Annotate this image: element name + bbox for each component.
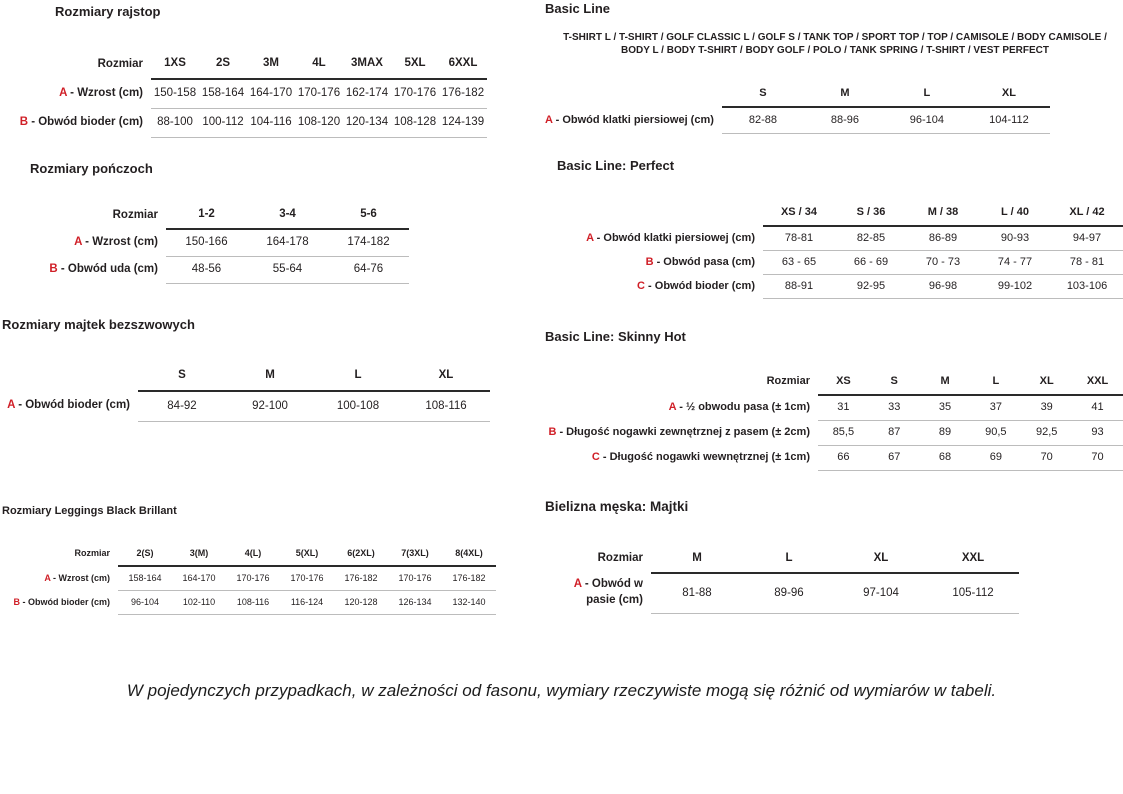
column-header: XL [835,545,927,573]
value-cell: 162-174 [343,79,391,108]
row-label: B - Obwód bioder (cm) [13,596,110,607]
value-cell: 176-182 [439,79,487,108]
value-cell: 87 [869,420,920,445]
value-cell: 96-104 [886,107,968,133]
row-label: A - ½ obwodu pasa (± 1cm) [668,401,810,414]
table-row [0,108,487,137]
majtek-table [2,362,490,422]
row-letter: C [637,279,645,292]
row-label: C - Obwód bioder (cm) [637,279,755,292]
column-header: L [743,545,835,573]
size-table-majtek-bezszwowe [2,362,490,422]
corner-label: Rozmiar [766,375,810,388]
value-cell: 170-176 [295,79,343,108]
column-header: L [886,80,968,107]
rajstop-table [0,50,487,138]
header-row [545,545,1019,573]
table-row [547,395,1123,420]
value-cell: 158-164 [199,79,247,108]
value-cell: 35 [920,395,971,420]
row-letter: B [645,255,654,268]
row-letter: A [7,399,15,412]
value-cell: 170-176 [226,566,280,590]
column-header: M [920,368,971,395]
value-cell: 104-112 [968,107,1050,133]
table-row [0,79,487,108]
value-cell: 64-76 [328,256,409,283]
section-title-bielizna-meska-majtki: Bielizna męska: Majtki [545,499,689,514]
row-label: A - Wzrost (cm) [44,572,110,583]
table-row [3,566,496,590]
column-header: M [804,80,886,107]
row-letter: B [548,426,557,439]
row-letter: A [545,113,553,126]
value-cell: 103-106 [1051,274,1123,298]
row-letter: A [74,235,82,248]
column-header: S / 36 [835,199,907,226]
column-header: XXL [1072,368,1123,395]
column-header: XS [818,368,869,395]
skinny-table [547,368,1123,471]
row-letter: C [591,451,600,464]
corner-label: Rozmiar [97,57,143,70]
value-cell: 164-170 [247,79,295,108]
value-cell: 150-158 [151,79,199,108]
ponczoch-table [35,202,409,284]
row-letter: B [19,115,28,128]
value-cell: 102-110 [172,590,226,614]
row-label: A - Wzrost (cm) [59,86,143,99]
header-row [545,80,1050,107]
column-header: XL [968,80,1050,107]
row-label: A - Obwód klatki piersiowej (cm) [545,113,714,126]
value-cell: 105-112 [927,573,1019,613]
table-row [582,226,1123,250]
value-cell: 90-93 [979,226,1051,250]
value-cell: 74 - 77 [979,250,1051,274]
header-row [582,199,1123,226]
row-letter: A [668,401,677,414]
row-label: B - Obwód pasa (cm) [645,255,755,268]
column-header: 6(2XL) [334,541,388,566]
row-label: A - Obwód bioder (cm) [7,399,130,412]
section-title-ponczoch: Rozmiary pończoch [30,161,153,176]
value-cell: 82-88 [722,107,804,133]
table-row [35,229,409,256]
column-header: 2(S) [118,541,172,566]
row-letter: A [59,86,67,99]
value-cell: 150-166 [166,229,247,256]
header-row [0,50,487,79]
column-header: M [651,545,743,573]
section-title-basic-line-skinny-hot: Basic Line: Skinny Hot [545,329,686,344]
value-cell: 39 [1021,395,1072,420]
value-cell: 104-116 [247,108,295,137]
row-letter: B [13,596,20,607]
value-cell: 164-170 [172,566,226,590]
table-row [582,274,1123,298]
value-cell: 96-98 [907,274,979,298]
value-cell: 66 [818,445,869,470]
section-title-basic-line-perfect: Basic Line: Perfect [557,158,675,173]
value-cell: 176-182 [334,566,388,590]
table-row [545,107,1050,133]
value-cell: 89-96 [743,573,835,613]
column-header: 4L [295,50,343,79]
column-header: S [722,80,804,107]
value-cell: 124-139 [439,108,487,137]
column-header: XL [1021,368,1072,395]
column-header: 6XXL [439,50,487,79]
basic_line-table [545,80,1050,134]
header-row [2,362,490,391]
column-header: 5-6 [328,202,409,229]
value-cell: 92-95 [835,274,907,298]
value-cell: 37 [970,395,1021,420]
table-row [35,256,409,283]
column-header: 1-2 [166,202,247,229]
value-cell: 174-182 [328,229,409,256]
perfect-table [582,199,1123,299]
row-label: B - Obwód bioder (cm) [19,115,143,128]
value-cell: 100-112 [199,108,247,137]
column-header: 5(XL) [280,541,334,566]
column-header: 3MAX [343,50,391,79]
value-cell: 81-88 [651,573,743,613]
value-cell: 70 [1021,445,1072,470]
value-cell: 69 [970,445,1021,470]
column-header: L [314,362,402,391]
section-title-leggings: Rozmiary Leggings Black Brillant [2,505,177,517]
row-label: A - Obwód klatki piersiowej (cm) [586,231,755,244]
value-cell: 78-81 [763,226,835,250]
column-header: 8(4XL) [442,541,496,566]
value-cell: 170-176 [391,79,439,108]
value-cell: 108-116 [402,391,490,421]
value-cell: 94-97 [1051,226,1123,250]
value-cell: 70 - 73 [907,250,979,274]
section-title-basic-line: Basic Line [545,1,611,16]
row-letter: A [44,572,51,583]
column-header: XXL [927,545,1019,573]
value-cell: 97-104 [835,573,927,613]
value-cell: 85,5 [818,420,869,445]
row-label: A - Obwód w pasie (cm) [573,578,643,606]
value-cell: 78 - 81 [1051,250,1123,274]
column-header: 4(L) [226,541,280,566]
size-table-basic-line-perfect [582,199,1123,299]
value-cell: 66 - 69 [835,250,907,274]
value-cell: 170-176 [388,566,442,590]
value-cell: 88-96 [804,107,886,133]
header-row [547,368,1123,395]
value-cell: 99-102 [979,274,1051,298]
column-header: 5XL [391,50,439,79]
value-cell: 170-176 [280,566,334,590]
column-header: 2S [199,50,247,79]
row-letter: A [573,578,582,591]
value-cell: 92,5 [1021,420,1072,445]
value-cell: 176-182 [442,566,496,590]
value-cell: 116-124 [280,590,334,614]
column-header: 3(M) [172,541,226,566]
table-row [547,420,1123,445]
column-header: XL [402,362,490,391]
value-cell: 82-85 [835,226,907,250]
value-cell: 126-134 [388,590,442,614]
row-label: A - Wzrost (cm) [74,235,158,248]
value-cell: 31 [818,395,869,420]
value-cell: 120-134 [343,108,391,137]
value-cell: 41 [1072,395,1123,420]
size-table-basic-line [545,80,1050,134]
value-cell: 48-56 [166,256,247,283]
value-cell: 68 [920,445,971,470]
value-cell: 164-178 [247,229,328,256]
row-label: B - Obwód uda (cm) [49,262,158,275]
section-title-rajstop: Rozmiary rajstop [55,4,161,19]
value-cell: 158-164 [118,566,172,590]
value-cell: 86-89 [907,226,979,250]
value-cell: 88-100 [151,108,199,137]
row-label: B - Długość nogawki zewnętrznej z pasem (± 2cm) [548,426,810,439]
header-row [35,202,409,229]
value-cell: 100-108 [314,391,402,421]
table-row [2,391,490,421]
value-cell: 108-128 [391,108,439,137]
value-cell: 93 [1072,420,1123,445]
value-cell: 88-91 [763,274,835,298]
majtki-table [545,545,1019,614]
value-cell: 67 [869,445,920,470]
basic-line-product-list: T-SHIRT L / T-SHIRT / GOLF CLASSIC L / GOLF S / TANK TOP / SPORT TOP / TOP / CAMISOLE / BODY CAMISOLE / BODY L / BODY T-SHIRT / BODY GOLF / POLO / TANK SPRING / T-SHIRT / VEST PERFECT [563,32,1107,57]
corner-label: Rozmiar [597,552,643,565]
table-row [545,573,1019,613]
value-cell: 108-116 [226,590,280,614]
corner-label [2,362,138,391]
row-letter: A [586,231,594,244]
row-label: C - Długość nogawki wewnętrznej (± 1cm) [591,451,810,464]
column-header: L [970,368,1021,395]
value-cell: 120-128 [334,590,388,614]
table-row [582,250,1123,274]
column-header: XL / 42 [1051,199,1123,226]
row-letter: B [49,262,58,275]
value-cell: 90,5 [970,420,1021,445]
value-cell: 108-120 [295,108,343,137]
table-row [547,445,1123,470]
table-row [3,590,496,614]
leggings-table [3,541,496,615]
size-table-ponczoch [35,202,409,284]
size-table-bielizna-meska-majtki [545,545,1019,614]
footnote-text: W pojedynczych przypadkach, w zależności od fasonu, wymiary rzeczywiste mogą się różnić od wymiarów w tabeli. [126,681,997,700]
column-header: 3M [247,50,295,79]
column-header: S [869,368,920,395]
column-header: XS / 34 [763,199,835,226]
size-table-leggings [3,541,496,615]
column-header: L / 40 [979,199,1051,226]
value-cell: 55-64 [247,256,328,283]
value-cell: 70 [1072,445,1123,470]
corner-label [582,199,763,226]
value-cell: 96-104 [118,590,172,614]
value-cell: 33 [869,395,920,420]
column-header: 7(3XL) [388,541,442,566]
value-cell: 132-140 [442,590,496,614]
column-header: 1XS [151,50,199,79]
column-header: M [226,362,314,391]
value-cell: 63 - 65 [763,250,835,274]
corner-label [545,80,722,107]
corner-label: Rozmiar [112,208,158,221]
size-table-basic-line-skinny-hot [547,368,1123,471]
header-row [3,541,496,566]
corner-label: Rozmiar [74,548,110,559]
column-header: 3-4 [247,202,328,229]
value-cell: 89 [920,420,971,445]
value-cell: 84-92 [138,391,226,421]
value-cell: 92-100 [226,391,314,421]
section-title-majtek-bezszwowe: Rozmiary majtek bezszwowych [2,317,195,332]
size-table-rajstop [0,50,487,138]
column-header: M / 38 [907,199,979,226]
column-header: S [138,362,226,391]
